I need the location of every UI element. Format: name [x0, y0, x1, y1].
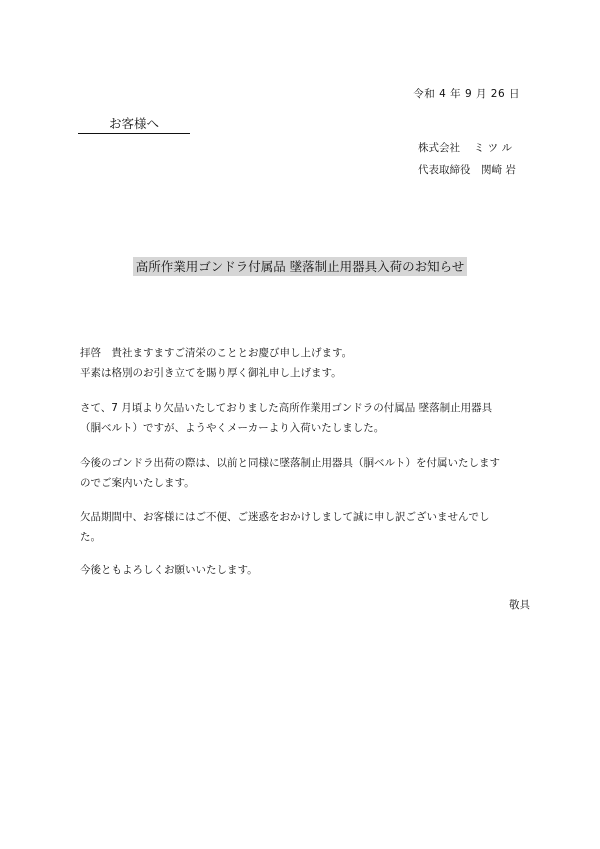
sender-representative: 代表取締役 関崎 岩 [418, 164, 516, 176]
paragraph-line: 今後ともよろしくお願いいたします。 [80, 564, 258, 576]
paragraph-line: た。 [80, 531, 101, 543]
paragraph-shipping [80, 453, 532, 493]
paragraph-regards [80, 560, 532, 580]
closing-remark: 敬具 [509, 599, 530, 611]
paragraph-apology [80, 507, 532, 547]
paragraph-line: 欠品期間中、お客様にはご不便、ご迷惑をおかけしまして誠に申し訳ございませんでし [80, 511, 490, 523]
sender-company: 株式会社 ミ ツ ル [418, 142, 513, 154]
paragraph-line: 今後のゴンドラ出荷の際は、以前と同様に墜落制止用器具（胴ベルト）を付属いたします [80, 457, 500, 469]
paragraph-line: 平素は格別のお引き立てを賜り厚く御礼申し上げます。 [80, 367, 342, 379]
paragraph-line: さて、7 月頃より欠品いたしておりました高所作業用ゴンドラの付属品 墜落制止用器具 [80, 402, 493, 414]
recipient-line: お客様へ [78, 114, 190, 134]
letter-date: 令和 4 年 9 月 26 日 [413, 88, 520, 100]
paragraph-line: （胴ベルト）ですが、ようやくメーカーより入荷いたしました。 [80, 422, 385, 434]
notice-title-text: 高所作業用ゴンドラ付属品 墜落制止用器具入荷のお知らせ [133, 257, 468, 276]
paragraph-arrival [80, 398, 532, 438]
notice-title [0, 257, 600, 275]
paragraph-line: のでご案内いたします。 [80, 477, 195, 489]
paragraph-greeting [80, 343, 532, 383]
paragraph-line: 拝啓 貴社ますますご清栄のこととお慶び申し上げます。 [80, 347, 353, 359]
